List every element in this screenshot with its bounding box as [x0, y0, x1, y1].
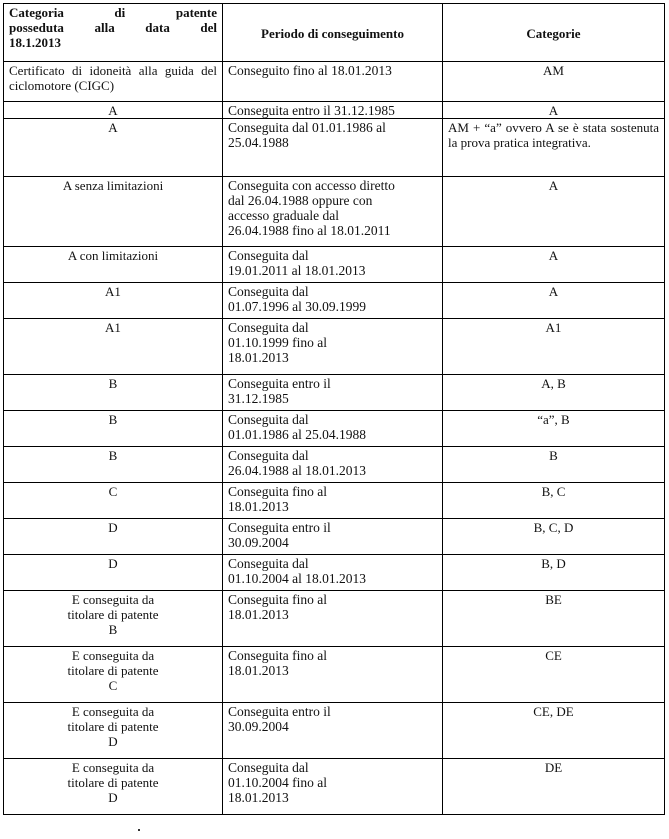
- cell-category-held-line: D: [108, 556, 118, 571]
- cell-period: [223, 177, 443, 247]
- cell-category-held-line: titolare di patente: [67, 719, 159, 734]
- cell-period-line: 25.04.1988: [228, 135, 289, 150]
- cell-category-held-line: B: [108, 376, 118, 391]
- table-row: [4, 447, 665, 483]
- cell-category-held-line: E conseguita da: [71, 760, 155, 775]
- cell-period-line: 30.09.2004: [228, 719, 289, 734]
- cell-categories-line: CE: [545, 648, 562, 663]
- cell-categories: [443, 703, 665, 759]
- cell-period: [223, 447, 443, 483]
- cell-categories-line: “a”, B: [537, 412, 570, 427]
- cell-period-line: Conseguita dal: [228, 284, 309, 299]
- cell-period: [223, 102, 443, 119]
- cell-category-held-line: A: [108, 103, 118, 118]
- cell-category-held-line: titolare di patente: [67, 775, 159, 790]
- cell-categories: [443, 483, 665, 519]
- cell-period: [223, 555, 443, 591]
- cell-period-line: 31.12.1985: [228, 391, 289, 406]
- cell-period-line: 30.09.2004: [228, 535, 289, 550]
- cell-category-held-line: B: [108, 622, 118, 637]
- table-row: [4, 591, 665, 647]
- header-line: posseduta alla data del: [9, 20, 217, 35]
- table-row: [4, 177, 665, 247]
- cell-period: [223, 591, 443, 647]
- cell-period-line: 18.01.2013: [228, 499, 289, 514]
- cell-category-held-line: A: [108, 120, 118, 135]
- cell-category-held-line: B: [108, 448, 118, 463]
- cell-period-line: 01.10.1999 fino al: [228, 335, 327, 350]
- cell-categories-line: AM: [543, 63, 564, 78]
- table-row: [4, 555, 665, 591]
- cell-period-line: Conseguita fino al: [228, 592, 327, 607]
- cell-period: [223, 319, 443, 375]
- cell-category-held: [4, 247, 223, 283]
- cell-categories-line: AM + “a” ovvero A se è stata sostenuta la prova pratica integrativa.: [448, 120, 659, 150]
- cell-period-line: dal 26.04.1988 oppure con: [228, 193, 373, 208]
- cell-period-line: Conseguita entro il: [228, 704, 331, 719]
- cell-period-line: Conseguita entro il 31.12.1985: [228, 103, 395, 118]
- header-period: Periodo di conseguimento: [223, 4, 443, 62]
- cell-period-line: Conseguita dal: [228, 320, 309, 335]
- cell-period-line: Conseguita dal 01.01.1986 al: [228, 120, 386, 135]
- cell-category-held-line: D: [108, 734, 118, 749]
- cell-categories: [443, 759, 665, 815]
- table-row: [4, 102, 665, 119]
- cell-period-line: Conseguita fino al: [228, 648, 327, 663]
- cell-category-held-line: C: [108, 678, 118, 693]
- cell-period-line: 01.01.1986 al 25.04.1988: [228, 427, 366, 442]
- cell-categories-line: B, C, D: [533, 520, 574, 535]
- cell-categories: [443, 375, 665, 411]
- cell-period: [223, 703, 443, 759]
- cell-category-held-line: A senza limitazioni: [62, 178, 164, 193]
- cell-category-held: [4, 519, 223, 555]
- cell-categories-line: A: [548, 284, 559, 299]
- cell-categories: [443, 447, 665, 483]
- cell-category-held-line: Certificato di idoneità alla guida del ciclomotore (CIGC): [9, 63, 217, 93]
- cell-categories-line: A1: [545, 320, 562, 335]
- cell-categories-line: B, C: [541, 484, 566, 499]
- cell-categories: [443, 319, 665, 375]
- cell-category-held: [4, 703, 223, 759]
- cell-categories: [443, 555, 665, 591]
- cell-period-line: Conseguita entro il: [228, 376, 331, 391]
- cell-period-line: 26.04.1988 al 18.01.2013: [228, 463, 366, 478]
- cell-category-held: [4, 177, 223, 247]
- table-row: [4, 119, 665, 177]
- cell-categories-line: A: [548, 248, 559, 263]
- cell-period: [223, 411, 443, 447]
- cell-category-held: [4, 62, 223, 102]
- cell-category-held-line: D: [108, 520, 118, 535]
- cell-categories: [443, 647, 665, 703]
- cell-category-held-line: A1: [105, 284, 121, 299]
- cell-period-line: Conseguita fino al: [228, 484, 327, 499]
- table-row: [4, 283, 665, 319]
- header-categories: Categorie: [443, 4, 665, 62]
- cell-period: [223, 247, 443, 283]
- cell-categories-line: DE: [544, 760, 563, 775]
- cell-category-held: [4, 483, 223, 519]
- cell-period: [223, 519, 443, 555]
- table-row: [4, 647, 665, 703]
- cell-categories: [443, 102, 665, 119]
- table-row: [4, 483, 665, 519]
- cell-period-line: 18.01.2013: [228, 790, 289, 805]
- license-equivalence-table: [3, 3, 665, 815]
- cell-categories: [443, 177, 665, 247]
- cell-categories: [443, 247, 665, 283]
- cell-categories-line: A: [548, 103, 559, 118]
- cell-period-line: 26.04.1988 fino al 18.01.2011: [228, 223, 391, 238]
- header-row: [4, 4, 665, 62]
- cell-period-line: Conseguita dal: [228, 760, 309, 775]
- cell-category-held: [4, 283, 223, 319]
- header-line: 18.1.2013: [9, 35, 61, 50]
- cell-period-line: Conseguita dal: [228, 248, 309, 263]
- cell-categories: [443, 62, 665, 102]
- cell-period: [223, 759, 443, 815]
- cell-period-line: Conseguito fino al 18.01.2013: [228, 63, 392, 78]
- cell-period: [223, 483, 443, 519]
- table-row: [4, 519, 665, 555]
- cell-category-held-line: titolare di patente: [67, 607, 159, 622]
- table-row: [4, 375, 665, 411]
- header-category-held: [4, 4, 223, 62]
- cell-category-held-line: E conseguita da: [71, 592, 155, 607]
- cell-period: [223, 119, 443, 177]
- cell-period-line: Conseguita dal: [228, 412, 309, 427]
- cell-category-held-line: E conseguita da: [71, 704, 155, 719]
- cell-period-line: 18.01.2013: [228, 607, 289, 622]
- cell-period-line: Conseguita dal: [228, 448, 309, 463]
- cell-categories-line: B: [549, 448, 558, 463]
- cell-categories-line: A, B: [541, 376, 566, 391]
- cell-period: [223, 62, 443, 102]
- cell-category-held: [4, 591, 223, 647]
- cell-categories-line: CE, DE: [533, 704, 574, 719]
- cell-period-line: accesso graduale dal: [228, 208, 339, 223]
- cell-category-held-line: D: [108, 790, 118, 805]
- cell-categories: [443, 119, 665, 177]
- table-row: [4, 247, 665, 283]
- cell-category-held: [4, 102, 223, 119]
- cell-period-line: 18.01.2013: [228, 350, 289, 365]
- cell-period-line: 01.10.2004 fino al: [228, 775, 327, 790]
- table-row: [4, 62, 665, 102]
- cell-category-held: [4, 647, 223, 703]
- cell-categories-line: BE: [545, 592, 562, 607]
- table-row: [4, 759, 665, 815]
- cell-categories: [443, 283, 665, 319]
- cell-period-line: Conseguita dal: [228, 556, 309, 571]
- cell-category-held-line: E conseguita da: [71, 648, 155, 663]
- cell-categories: [443, 591, 665, 647]
- cell-period-line: 18.01.2013: [228, 663, 289, 678]
- cell-period-line: Conseguita entro il: [228, 520, 331, 535]
- cell-categories: [443, 411, 665, 447]
- table-row: [4, 411, 665, 447]
- header-line: Categoria di patente: [9, 5, 217, 20]
- cell-category-held: [4, 411, 223, 447]
- cell-period-line: 19.01.2011 al 18.01.2013: [228, 263, 366, 278]
- cell-period-line: 01.07.1996 al 30.09.1999: [228, 299, 366, 314]
- table-row: [4, 703, 665, 759]
- cell-categories: [443, 519, 665, 555]
- page-mark: [138, 829, 140, 831]
- cell-category-held: [4, 447, 223, 483]
- cell-period: [223, 647, 443, 703]
- cell-categories-line: B, D: [541, 556, 566, 571]
- cell-category-held-line: A1: [105, 320, 121, 335]
- cell-category-held: [4, 319, 223, 375]
- cell-period: [223, 375, 443, 411]
- cell-category-held: [4, 375, 223, 411]
- cell-category-held-line: titolare di patente: [67, 663, 159, 678]
- table-row: [4, 319, 665, 375]
- cell-period-line: Conseguita con accesso diretto: [228, 178, 395, 193]
- cell-period: [223, 283, 443, 319]
- cell-period-line: 01.10.2004 al 18.01.2013: [228, 571, 366, 586]
- cell-category-held: [4, 759, 223, 815]
- cell-category-held-line: C: [108, 484, 118, 499]
- cell-categories-line: A: [548, 178, 559, 193]
- cell-category-held: [4, 555, 223, 591]
- cell-category-held-line: A con limitazioni: [67, 248, 159, 263]
- cell-category-held-line: B: [108, 412, 118, 427]
- cell-category-held: [4, 119, 223, 177]
